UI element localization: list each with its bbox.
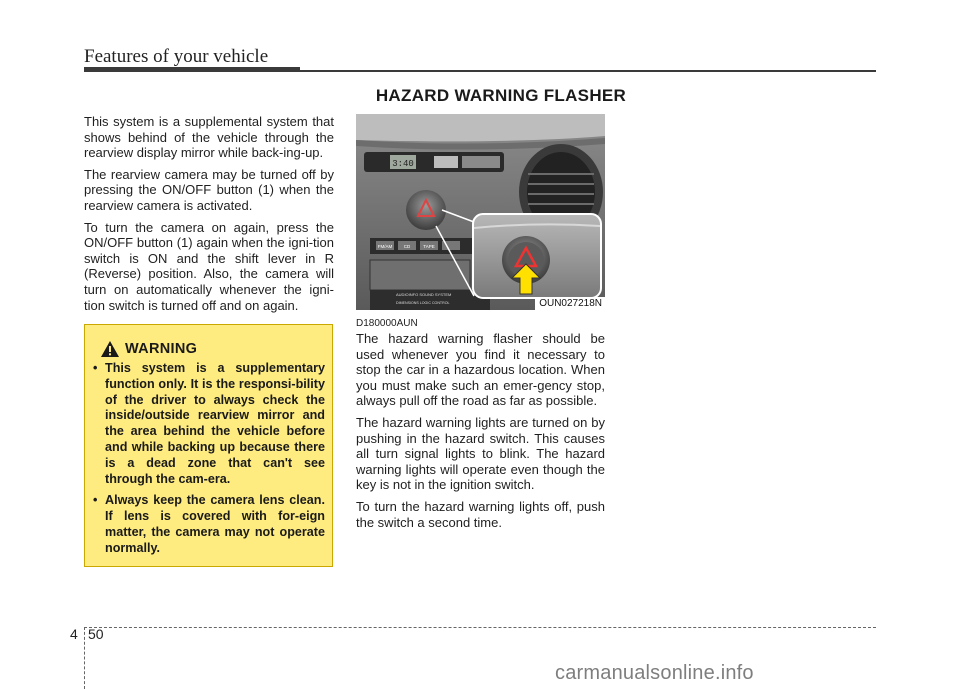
- clock-display: 3:40: [392, 159, 414, 169]
- right-column-text: [356, 331, 605, 536]
- warning-item: [93, 493, 325, 556]
- left-column-text: [84, 114, 334, 319]
- footer-rule: [84, 627, 876, 628]
- radio-btn-cd: CD: [403, 244, 411, 249]
- warning-triangle-icon: [100, 340, 120, 358]
- footer-divider: [84, 627, 85, 689]
- radio-btn-tape: TAPE: [423, 244, 435, 249]
- body-paragraph: To turn the camera on again, press the ON/OFF button (1) again when the igni-tion switch is ON and the shift lever in R (Reverse) position. Also, the camera will turn on automatically whenever the igni-tion switch is turned off and on again.: [84, 219, 334, 313]
- running-header-title: Features of your vehicle: [84, 46, 269, 67]
- section-title: HAZARD WARNING FLASHER: [375, 86, 627, 105]
- warning-item-text: This system is a supplementary function only. It is the responsi-bility of the driver to always check the inside/outside rearview mirror and the area behind the vehicle before and while backing up because there is a dead zone that can't see through the cam-era.: [105, 361, 325, 486]
- bullet-icon: •: [93, 361, 98, 375]
- warning-box: [84, 324, 333, 567]
- page-number: 50: [88, 626, 104, 642]
- chapter-number: 4: [70, 626, 78, 642]
- section-code: D180000AUN: [356, 318, 418, 329]
- body-paragraph: The rearview camera may be turned off by pressing the ON/OFF button (1) when the rearview camera is activated.: [84, 166, 334, 213]
- body-paragraph: The hazard warning flasher should be used whenever you find it necessary to stop the car in a hazardous location. When you must make such an emer-gency stop, always pull off the road as far as possible.: [356, 331, 605, 409]
- warning-item-text: Always keep the camera lens clean. If lens is covered with for-eign matter, the camera may not operate normally.: [105, 493, 325, 555]
- body-paragraph: To turn the hazard warning lights off, push the switch a second time.: [356, 498, 605, 530]
- warning-title: WARNING: [125, 341, 198, 357]
- warning-item: [93, 361, 325, 487]
- dashboard-illustration: [356, 114, 605, 310]
- radio-logic-label: DIMENSIONS LOGIC CONTROL: [396, 301, 450, 305]
- header-rule-thick: [84, 67, 300, 72]
- body-paragraph: This system is a supplemental system that shows behind of the vehicle through the rearview display mirror while back-ing-up.: [84, 114, 334, 161]
- image-caption: OUN027218N: [535, 297, 605, 310]
- hazard-switch-photo: [356, 114, 605, 310]
- radio-system-label: AUDIOINFO SOUND SYSTEM: [396, 292, 452, 297]
- body-paragraph: The hazard warning lights are turned on by pushing in the hazard switch. This causes all turn signal lights to blink. The hazard warning lights will operate even though the key is not in the ignition switch.: [356, 414, 605, 493]
- bullet-icon: •: [93, 493, 98, 508]
- warning-list: [93, 361, 325, 563]
- radio-btn-fm: FM/AM: [377, 244, 393, 249]
- watermark: carmanualsonline.info: [555, 662, 754, 684]
- warning-header: [100, 339, 197, 359]
- header-rule-thin: [300, 70, 876, 72]
